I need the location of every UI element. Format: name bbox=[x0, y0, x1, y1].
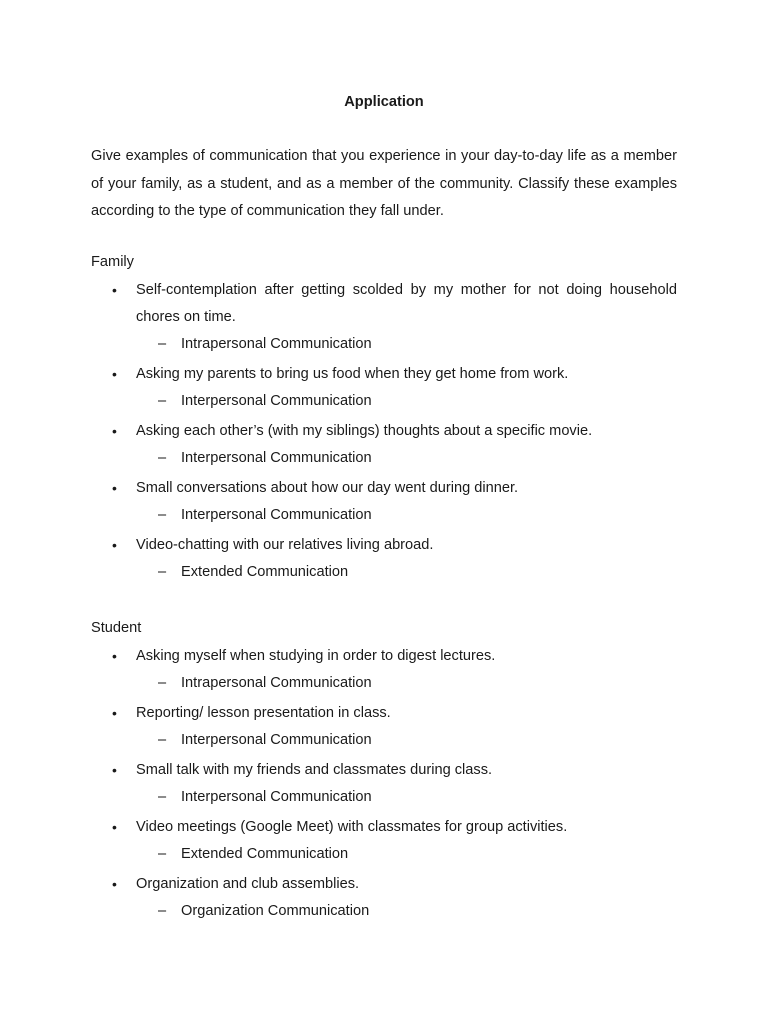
list-item bbox=[0, 418, 768, 475]
item-text: Self-contemplation after getting scolded by my mother for not doing household chores on time. bbox=[136, 282, 677, 325]
bullet-icon: • bbox=[112, 819, 117, 835]
communication-type: Extended Communication bbox=[181, 846, 349, 862]
classification bbox=[0, 502, 768, 532]
bullet-icon: • bbox=[112, 537, 117, 553]
dash-icon: – bbox=[158, 789, 167, 805]
communication-type: Interpersonal Communication bbox=[181, 732, 372, 748]
bullet-icon: • bbox=[112, 648, 117, 664]
communication-type: Interpersonal Communication bbox=[181, 507, 372, 523]
family-heading: Family bbox=[91, 254, 134, 270]
bullet-icon: • bbox=[112, 705, 117, 721]
bullet-icon: • bbox=[112, 366, 117, 382]
communication-type: Organization Communication bbox=[181, 903, 370, 919]
classification bbox=[0, 727, 768, 757]
list-item bbox=[0, 643, 768, 700]
student-heading: Student bbox=[91, 620, 142, 636]
list-item bbox=[0, 475, 768, 532]
bullet-icon: • bbox=[112, 423, 117, 439]
bullet-icon: • bbox=[112, 282, 117, 298]
list-item bbox=[0, 361, 768, 418]
communication-type: Extended Communication bbox=[181, 564, 349, 580]
page-title: Application bbox=[344, 94, 424, 110]
intro-paragraph: Give examples of communication that you experience in your day-to-day life as a member of your family, as a student, and as a member of the community. Classify these examples according to the type of communication they fall under. bbox=[91, 148, 677, 219]
item-text: Asking my parents to bring us food when they get home from work. bbox=[136, 366, 569, 382]
item-text: Small talk with my friends and classmates during class. bbox=[136, 762, 493, 778]
dash-icon: – bbox=[158, 336, 167, 352]
classification bbox=[0, 388, 768, 418]
list-item bbox=[0, 871, 768, 928]
dash-icon: – bbox=[158, 903, 167, 919]
communication-type: Intrapersonal Communication bbox=[181, 675, 372, 691]
bullet-icon: • bbox=[112, 876, 117, 892]
classification bbox=[0, 445, 768, 475]
dash-icon: – bbox=[158, 393, 167, 409]
item-text: Small conversations about how our day went during dinner. bbox=[136, 480, 519, 496]
classification bbox=[0, 331, 768, 361]
classification bbox=[0, 784, 768, 814]
item-text: Reporting/ lesson presentation in class. bbox=[136, 705, 391, 721]
communication-type: Intrapersonal Communication bbox=[181, 336, 372, 352]
classification bbox=[0, 670, 768, 700]
dash-icon: – bbox=[158, 846, 167, 862]
dash-icon: – bbox=[158, 507, 167, 523]
bullet-icon: • bbox=[112, 762, 117, 778]
list-item bbox=[0, 757, 768, 814]
item-text: Video meetings (Google Meet) with classmates for group activities. bbox=[136, 819, 568, 835]
student-list bbox=[0, 643, 768, 928]
list-item bbox=[0, 277, 768, 361]
communication-type: Interpersonal Communication bbox=[181, 789, 372, 805]
list-item bbox=[0, 532, 768, 589]
dash-icon: – bbox=[158, 450, 167, 466]
communication-type: Interpersonal Communication bbox=[181, 393, 372, 409]
item-text: Video-chatting with our relatives living abroad. bbox=[136, 537, 434, 553]
dash-icon: – bbox=[158, 675, 167, 691]
item-text: Asking each other’s (with my siblings) thoughts about a specific movie. bbox=[136, 423, 593, 439]
list-item bbox=[0, 700, 768, 757]
family-list bbox=[0, 277, 768, 589]
item-text: Organization and club assemblies. bbox=[136, 876, 360, 892]
list-item bbox=[0, 814, 768, 871]
bullet-icon: • bbox=[112, 480, 117, 496]
classification bbox=[0, 841, 768, 871]
classification bbox=[0, 898, 768, 928]
dash-icon: – bbox=[158, 732, 167, 748]
item-text: Asking myself when studying in order to digest lectures. bbox=[136, 648, 496, 664]
dash-icon: – bbox=[158, 564, 167, 580]
classification bbox=[0, 559, 768, 589]
communication-type: Interpersonal Communication bbox=[181, 450, 372, 466]
